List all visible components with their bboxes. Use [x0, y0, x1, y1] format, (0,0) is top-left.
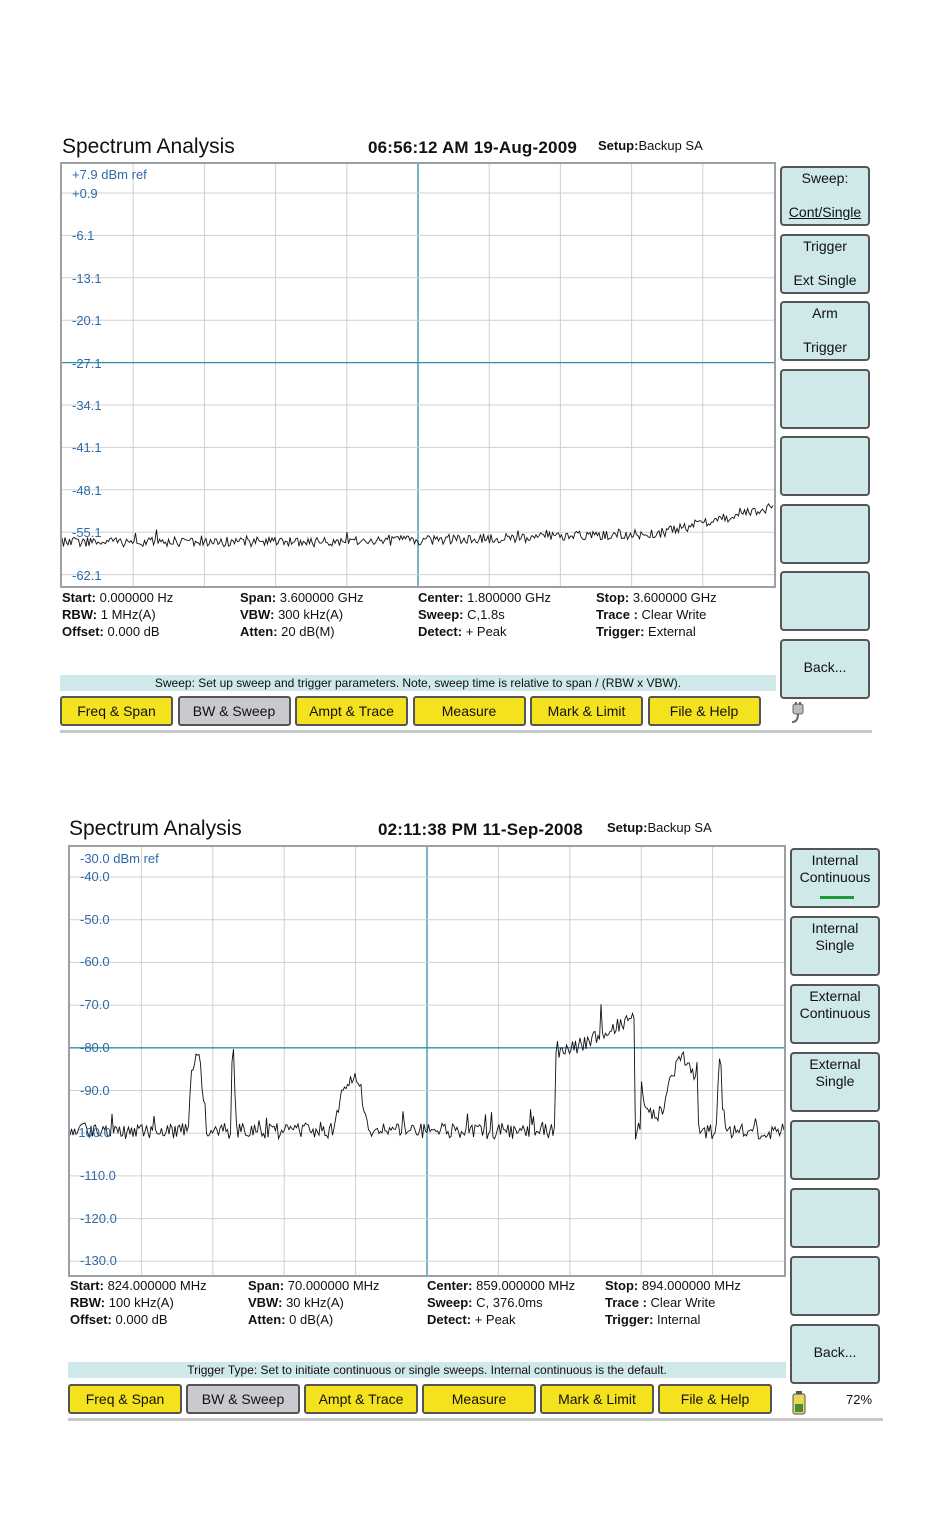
parameter-row — [70, 1294, 207, 1311]
softkey-label-line1: Back... — [803, 658, 847, 675]
softkey-external-continuous[interactable] — [790, 984, 880, 1044]
softkey-label-line1: External — [809, 988, 861, 1004]
tab-mark-limit[interactable]: Mark & Limit — [540, 1384, 654, 1414]
parameter-label: Stop: — [596, 590, 630, 605]
y-axis-label: -90.0 — [80, 1082, 110, 1098]
softkey-label-line1: Internal — [811, 920, 859, 936]
softkey-label-line1: Internal — [811, 852, 859, 868]
parameter-label: Trigger: — [596, 624, 645, 639]
parameter-value: 1.800000 GHz — [467, 590, 551, 605]
parameter-row — [605, 1294, 741, 1311]
spectrum-plot[interactable] — [60, 162, 776, 588]
parameter-value: 1 MHz(A) — [100, 607, 156, 622]
parameter-row — [240, 623, 364, 640]
parameter-value: + Peak — [465, 624, 507, 639]
parameter-label: Trigger: — [605, 1312, 654, 1327]
softkey-label-line2: Single — [815, 1073, 855, 1089]
parameter-column-start — [62, 589, 173, 640]
parameter-row — [70, 1277, 207, 1294]
y-axis-label: -120.0 — [80, 1210, 117, 1226]
parameter-value: + Peak — [474, 1312, 516, 1327]
parameter-row — [596, 589, 717, 606]
parameter-value: 894.000000 MHz — [641, 1278, 741, 1293]
parameter-label: Start: — [62, 590, 96, 605]
divider — [60, 730, 872, 733]
parameter-row — [596, 623, 717, 640]
softkey-back[interactable] — [790, 1324, 880, 1384]
parameter-column-center — [418, 589, 551, 640]
parameter-row — [240, 589, 364, 606]
parameter-column-span — [248, 1277, 380, 1328]
parameter-value: 20 dB(M) — [281, 624, 335, 639]
parameter-row — [248, 1311, 380, 1328]
parameter-value: 70.000000 MHz — [287, 1278, 380, 1293]
tab-ampt-trace[interactable]: Ampt & Trace — [304, 1384, 418, 1414]
softkey-internal-continuous[interactable] — [790, 848, 880, 908]
parameter-row — [427, 1294, 575, 1311]
y-axis-label: -6.1 — [72, 228, 95, 244]
spectrum-graph — [62, 164, 774, 586]
y-axis-label: -110.0 — [80, 1167, 116, 1183]
parameter-value: 3.600000 GHz — [632, 590, 717, 605]
y-axis-label: -41.1 — [72, 440, 102, 456]
parameter-value: External — [648, 624, 696, 639]
softkey-arm-trigger[interactable] — [780, 301, 870, 361]
setup-label: Setup: — [607, 820, 648, 835]
softkey-blank-4[interactable] — [790, 1120, 880, 1180]
setup-label: Setup: — [598, 138, 639, 153]
parameter-label: Trace : — [605, 1295, 647, 1310]
parameter-label: VBW: — [248, 1295, 283, 1310]
parameter-value: 0.000000 Hz — [99, 590, 174, 605]
tab-freq-span[interactable]: Freq & Span — [68, 1384, 182, 1414]
y-axis-label: -100.0 — [74, 1125, 111, 1141]
parameter-value: Internal — [657, 1312, 701, 1327]
parameter-row — [248, 1277, 380, 1294]
softkey-label-line2: Single — [815, 937, 855, 953]
parameter-label: Span: — [240, 590, 277, 605]
y-axis-label: -34.1 — [72, 398, 102, 413]
softkey-blank-5[interactable] — [790, 1188, 880, 1248]
y-axis-label: -40.0 — [80, 869, 110, 884]
parameter-column-center — [427, 1277, 575, 1328]
parameter-label: RBW: — [62, 607, 98, 622]
setup-indicator — [598, 138, 703, 153]
parameter-label: Sweep: — [427, 1295, 473, 1310]
softkey-back[interactable] — [780, 639, 870, 699]
grid — [62, 164, 774, 586]
parameter-column-start — [70, 1277, 207, 1328]
parameter-label: RBW: — [70, 1295, 106, 1310]
softkey-label-line1: Arm — [812, 305, 838, 321]
softkey-blank-6[interactable] — [790, 1256, 880, 1316]
page-title: Spectrum Analysis — [62, 135, 235, 158]
parameter-label: Detect: — [418, 624, 463, 639]
parameter-column-span — [240, 589, 364, 640]
parameter-column-stop — [605, 1277, 741, 1328]
softkey-blank-5[interactable] — [780, 504, 870, 564]
menu-tabs — [60, 696, 776, 726]
tab-measure[interactable]: Measure — [413, 696, 526, 726]
divider — [68, 1418, 883, 1421]
timestamp: 06:56:12 AM 19-Aug-2009 — [368, 138, 577, 157]
parameter-row — [418, 606, 551, 623]
selected-indicator — [820, 896, 854, 899]
parameter-label: Atten: — [240, 624, 278, 639]
softkey-label-line2: Continuous — [799, 1005, 871, 1021]
parameter-label: Atten: — [248, 1312, 286, 1327]
page-title: Spectrum Analysis — [69, 817, 242, 840]
parameter-row — [427, 1277, 575, 1294]
parameter-label: Offset: — [70, 1312, 112, 1327]
parameter-value: 0.000 dB — [115, 1312, 168, 1327]
parameter-value: 0 dB(A) — [289, 1312, 334, 1327]
parameter-value: 100 kHz(A) — [108, 1295, 174, 1310]
parameter-label: Sweep: — [418, 607, 464, 622]
y-axis-label: -20.1 — [72, 313, 102, 329]
y-axis-label: -50.0 — [80, 911, 110, 927]
y-axis-label: +0.9 — [72, 186, 98, 201]
tab-freq-span[interactable]: Freq & Span — [60, 696, 173, 726]
tab-bw-sweep[interactable]: BW & Sweep — [186, 1384, 300, 1414]
tab-bw-sweep[interactable]: BW & Sweep — [178, 696, 291, 726]
softkey-label-line1: External — [809, 1056, 861, 1072]
softkey-internal-single[interactable] — [790, 916, 880, 976]
parameter-value: C,1.8s — [467, 607, 505, 622]
parameter-label: Center: — [427, 1278, 473, 1293]
help-hint: Trigger Type: Set to initiate continuous or single sweeps. Internal continuous is the default. — [68, 1362, 786, 1378]
analyzer-screen-2 — [0, 812, 950, 1412]
grid — [70, 847, 784, 1275]
parameter-column-stop — [596, 589, 717, 640]
help-hint: Sweep: Set up sweep and trigger parameters. Note, sweep time is relative to span / (RBW x VBW). — [60, 675, 776, 691]
softkey-label-line2: Cont/Single — [788, 204, 862, 220]
parameter-row — [427, 1311, 575, 1328]
softkey-blank-6[interactable] — [780, 571, 870, 631]
tab-file-help[interactable]: File & Help — [648, 696, 761, 726]
parameter-value: 300 kHz(A) — [278, 607, 344, 622]
y-axis-label: -60.0 — [80, 954, 110, 970]
softkey-label-line1: Trigger — [803, 237, 847, 254]
parameter-label: Span: — [248, 1278, 285, 1293]
parameter-value: 824.000000 MHz — [107, 1278, 207, 1293]
setup-value: Backup SA — [638, 138, 703, 153]
parameter-row — [62, 606, 173, 623]
y-axis-label: -27.1 — [72, 355, 102, 371]
softkey-label-line2: Continuous — [799, 869, 871, 885]
analyzer-screen-1 — [0, 130, 950, 730]
parameter-label: Start: — [70, 1278, 104, 1293]
y-axis-label: -55.1 — [72, 525, 102, 541]
parameter-value: 0.000 dB — [107, 624, 160, 639]
battery-icon — [790, 1390, 808, 1416]
y-axis-label: -48.1 — [72, 482, 102, 498]
parameter-value: 3.600000 GHz — [279, 590, 364, 605]
softkey-blank-4[interactable] — [780, 436, 870, 496]
parameter-row — [605, 1277, 741, 1294]
y-axis-label: -80.0 — [80, 1039, 110, 1055]
spectrum-plot[interactable] — [68, 845, 786, 1277]
spectrum-graph — [70, 847, 784, 1275]
timestamp: 02:11:38 PM 11-Sep-2008 — [378, 820, 583, 839]
parameter-label: VBW: — [240, 607, 275, 622]
softkey-blank-3[interactable] — [780, 369, 870, 429]
tab-file-help[interactable]: File & Help — [658, 1384, 772, 1414]
softkey-label-line1: Sweep: — [801, 170, 849, 186]
softkey-label-line2: Trigger — [803, 339, 847, 355]
parameter-label: Trace : — [596, 607, 638, 622]
y-axis-label: -70.0 — [80, 997, 110, 1013]
menu-tabs — [68, 1384, 786, 1414]
softkey-external-single[interactable] — [790, 1052, 880, 1112]
softkey-sweep-cont-single[interactable] — [780, 166, 870, 226]
parameter-row — [62, 589, 173, 606]
parameter-label: Detect: — [427, 1312, 472, 1327]
parameter-label: Center: — [418, 590, 464, 605]
softkey-trigger-ext-single[interactable] — [780, 234, 870, 294]
tab-measure[interactable]: Measure — [422, 1384, 536, 1414]
y-axis-label: -13.1 — [72, 270, 102, 286]
tab-mark-limit[interactable]: Mark & Limit — [530, 696, 643, 726]
parameter-row — [248, 1294, 380, 1311]
parameter-row — [70, 1311, 207, 1328]
setup-value: Backup SA — [647, 820, 712, 835]
y-axis-label: -130.0 — [80, 1253, 117, 1269]
parameter-row — [605, 1311, 741, 1328]
setup-indicator — [607, 820, 712, 835]
tab-ampt-trace[interactable]: Ampt & Trace — [295, 696, 408, 726]
y-axis-label: -62.1 — [72, 567, 102, 583]
parameter-value: C, 376.0ms — [476, 1295, 543, 1310]
power-plug-icon — [790, 702, 806, 722]
parameter-value: 859.000000 MHz — [476, 1278, 576, 1293]
parameter-row — [596, 606, 717, 623]
parameter-row — [418, 623, 551, 640]
parameter-row — [62, 623, 173, 640]
reference-level: +7.9 dBm ref — [72, 167, 147, 182]
battery-percent: 72% — [846, 1392, 873, 1407]
parameter-label: Stop: — [605, 1278, 639, 1293]
parameter-row — [418, 589, 551, 606]
parameter-label: Offset: — [62, 624, 104, 639]
parameter-row — [240, 606, 364, 623]
parameter-value: Clear Write — [650, 1295, 716, 1310]
parameter-value: 30 kHz(A) — [286, 1295, 344, 1310]
softkey-label-line1: Back... — [813, 1344, 857, 1360]
reference-level: -30.0 dBm ref — [80, 851, 159, 866]
parameter-value: Clear Write — [641, 607, 707, 622]
softkey-label-line2: Ext Single — [793, 271, 857, 288]
